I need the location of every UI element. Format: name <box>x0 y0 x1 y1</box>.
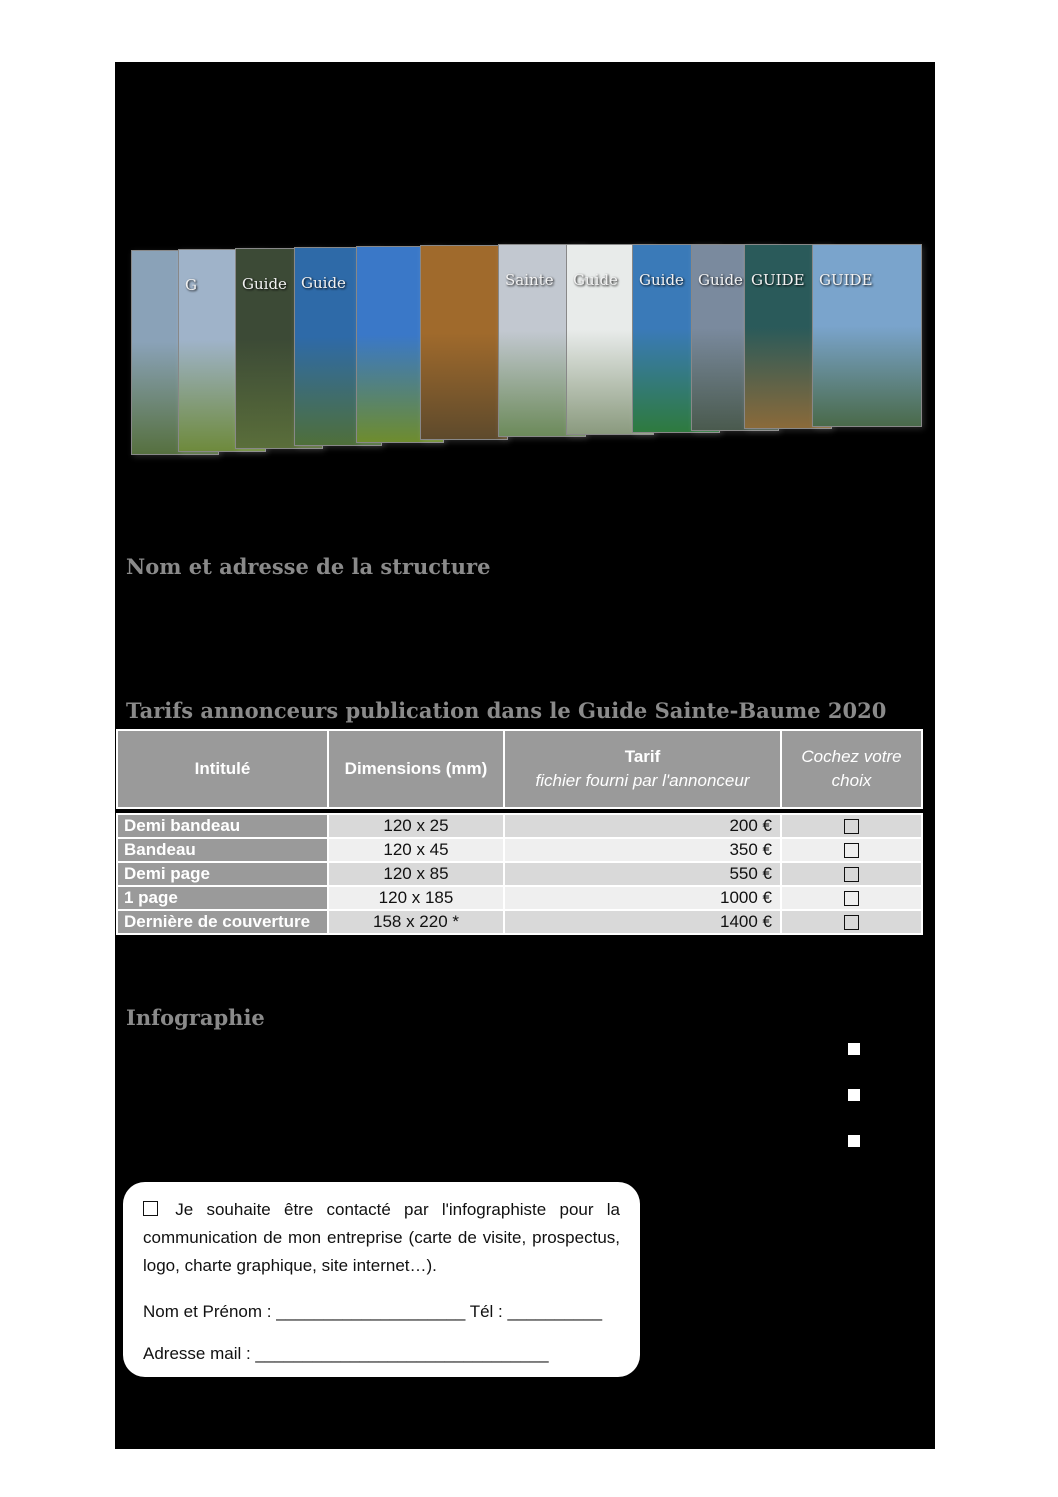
brochure-cover <box>812 244 922 427</box>
brochure-cover-title: Guide <box>573 271 618 289</box>
brochure-cover-title: Guide <box>301 274 346 292</box>
row-choice-checkbox[interactable] <box>844 915 859 930</box>
row-choice-cell <box>781 910 922 934</box>
row-price: 1000 € <box>504 886 781 910</box>
table-row <box>117 862 922 886</box>
row-choice-checkbox[interactable] <box>844 891 859 906</box>
table-row <box>117 814 922 838</box>
header-dimensions: Dimensions (mm) <box>328 730 504 808</box>
brochure-cover-title: Sainte <box>505 271 554 289</box>
table-row <box>117 886 922 910</box>
row-choice-cell <box>781 862 922 886</box>
brochure-cover-title: Guide <box>639 271 684 289</box>
email-field[interactable]: Adresse mail : _______________________________ <box>143 1344 549 1363</box>
row-label: Demi bandeau <box>117 814 328 838</box>
infographie-section-title: Infographie <box>126 1005 265 1030</box>
contact-checkbox[interactable] <box>143 1201 158 1216</box>
row-label: Bandeau <box>117 838 328 862</box>
row-price: 350 € <box>504 838 781 862</box>
contact-form-box <box>123 1182 640 1377</box>
brochure-cover-title: Guide <box>242 275 287 293</box>
option-checkbox-1[interactable] <box>848 1043 860 1055</box>
row-dimensions: 120 x 45 <box>328 838 504 862</box>
row-dimensions: 158 x 220 * <box>328 910 504 934</box>
option-checkbox-2[interactable] <box>848 1089 860 1101</box>
contact-text: Je souhaite être contacté par l'infographiste pour la communication de mon entreprise (carte de visite, prospectus, logo, charte graphique, site internet…). <box>143 1200 620 1275</box>
row-choice-cell <box>781 886 922 910</box>
row-dimensions: 120 x 85 <box>328 862 504 886</box>
row-label: Dernière de couverture <box>117 910 328 934</box>
brochure-cover <box>420 245 508 440</box>
row-choice-checkbox[interactable] <box>844 843 859 858</box>
brochure-cover-title: Guide <box>698 271 743 289</box>
name-phone-field[interactable]: Nom et Prénom : ____________________ Tél : __________ <box>143 1302 603 1321</box>
brochure-cover-title: G <box>185 276 197 294</box>
row-choice-cell <box>781 838 922 862</box>
header-tarif <box>504 730 781 808</box>
header-tarif-sub: fichier fourni par l'annonceur <box>535 771 750 790</box>
structure-section-title: Nom et adresse de la structure <box>126 554 491 579</box>
header-choix: Cochez votre choix <box>781 730 922 808</box>
brochure-cover-title: GUIDE <box>751 271 805 289</box>
page <box>115 62 935 1449</box>
brochure-covers-image <box>131 242 926 467</box>
row-dimensions: 120 x 185 <box>328 886 504 910</box>
option-checkbox-3[interactable] <box>848 1135 860 1147</box>
header-intitule: Intitulé <box>117 730 328 808</box>
table-row <box>117 910 922 934</box>
brochure-cover-title: GUIDE <box>819 271 873 289</box>
row-label: 1 page <box>117 886 328 910</box>
row-choice-checkbox[interactable] <box>844 867 859 882</box>
row-dimensions: 120 x 25 <box>328 814 504 838</box>
header-tarif-label: Tarif <box>624 747 661 766</box>
row-price: 200 € <box>504 814 781 838</box>
row-price: 1400 € <box>504 910 781 934</box>
tarifs-section-title: Tarifs annonceurs publication dans le Guide Sainte-Baume 2020 <box>126 698 887 723</box>
tariff-table <box>116 729 923 935</box>
row-label: Demi page <box>117 862 328 886</box>
contact-request <box>143 1196 620 1280</box>
row-choice-checkbox[interactable] <box>844 819 859 834</box>
table-header-row <box>117 730 922 808</box>
row-choice-cell <box>781 814 922 838</box>
row-price: 550 € <box>504 862 781 886</box>
table-row <box>117 838 922 862</box>
